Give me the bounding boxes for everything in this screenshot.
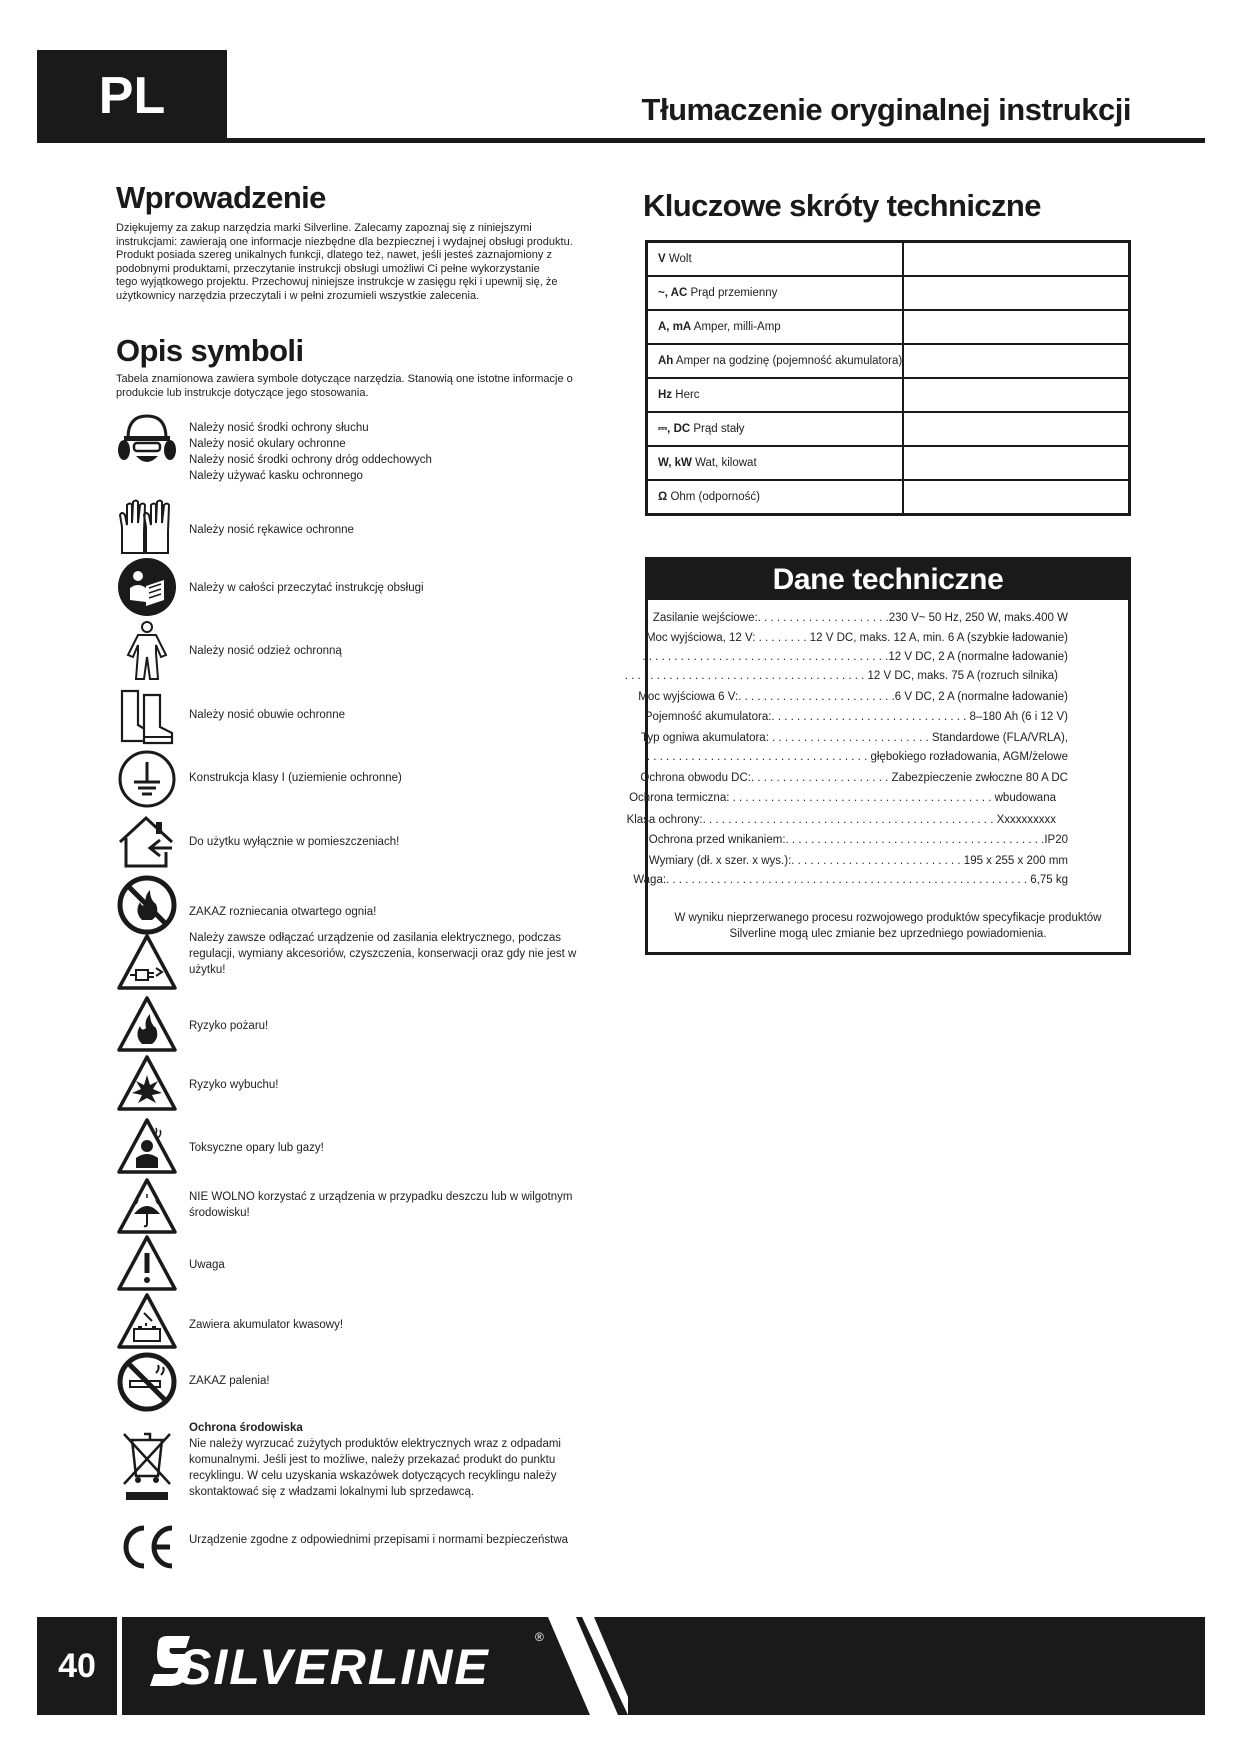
explosion-risk-icon (116, 1053, 178, 1115)
intro-line: użytkownicy narzędzia przeczytali i w pełni zrozumieli wszystkie zalecenia. (116, 289, 480, 302)
spec-line: Zasilanie wejściowe:. . . . . . . . . . . . . . . . . . . . .230 V~ 50 Hz, 250 W, maks.400 W (652, 612, 1068, 624)
symbol-text (189, 930, 576, 978)
table-row (647, 310, 1130, 344)
tech-note (648, 910, 1128, 942)
symbol-line: Należy w całości przeczytać instrukcję obsługi (189, 582, 424, 594)
spec-line: Wymiary (dł. x szer. x wys.):. . . . . . . . . . . . . . . . . . . . . . . . . . . 195 x 255 x 200 mm (648, 855, 1068, 867)
intro-line: instrukcjami: zawierają one informacje niezbędne dla bezpiecznej i wydajnej obsługi produktu. (116, 235, 573, 248)
table-row (647, 242, 1130, 277)
symbol-line: Konstrukcja klasy I (uziemienie ochronne) (189, 772, 402, 784)
spec-line: Moc wyjściowa 6 V:. . . . . . . . . . . . . . . . . . . . . . . . .6 V DC, 2 A (normalne ładowanie) (638, 691, 1068, 703)
tech-note-line: W wyniku nieprzerwanego procesu rozwojowego produktów specyfikacje produktów (674, 912, 1102, 924)
ce-mark-icon (116, 1516, 178, 1578)
tech-note-line: Silverline mogą ulec zmianie bez uprzedniego powiadomienia. (729, 928, 1047, 940)
symbol-line: recyklingu. W celu uzyskania wskazówek dotyczących recyklingu należy (189, 1470, 557, 1482)
symbols-intro-line: Tabela znamionowa zawiera symbole dotyczące narzędzia. Stanowią one istotne informacje o (116, 373, 573, 385)
gloves-icon (116, 497, 178, 559)
symbol-line: ZAKAZ rozniecania otwartego ognia! (189, 906, 377, 918)
spec-line: Ochrona termiczna: . . . . . . . . . . . . . . . . . . . . . . . . . . . . . . . . . . . . . . . . . wbudowana (629, 792, 1056, 804)
symbol-line: ZAKAZ palenia! (189, 1375, 270, 1387)
abbr-cell: Ah Amper na godzinę (pojemność akumulatora) (647, 344, 904, 378)
spec-line: . . . . . . . . . . . . . . . . . . . . . . . . . . . . . . . . . . . . . . .12 V DC, 2 A (normalne ładowanie) (642, 651, 1068, 663)
symbol-line: Należy zawsze odłączać urządzenie od zasilania elektrycznego, podczas (189, 932, 562, 944)
spec-line: Klasa ochrony:. . . . . . . . . . . . . . . . . . . . . . . . . . . . . . . . . . . . . . . . . . . . . . Xxxxxxxxxx (626, 814, 1056, 826)
symbol-line: Urządzenie zgodne z odpowiednimi przepisami i normami bezpieczeństwa (189, 1534, 569, 1546)
abbr-cell: A, mA Amper, milli-Amp (647, 310, 904, 344)
no-rain-icon (116, 1176, 178, 1238)
abbr-cell: Ω Ohm (odporność) (647, 480, 904, 515)
symbol-title: Ochrona środowiska (189, 1422, 303, 1434)
symbol-line: Należy używać kasku ochronnego (189, 470, 363, 482)
language-badge: PL (37, 50, 227, 142)
symbol-text (189, 1420, 561, 1500)
table-row (647, 344, 1130, 378)
spec-line: Ochrona przed wnikaniem:. . . . . . . . . . . . . . . . . . . . . . . . . . . . . . . . . . . . . . . . .IP20 (648, 834, 1068, 846)
abbreviations-table (645, 240, 1131, 516)
fire-risk-icon (116, 994, 178, 1056)
intro-line: Produkt posiada szereg unikalnych funkcji, dlatego też, nawet, jeśli jesteś zaznajomiony z (116, 249, 552, 261)
tech-heading: Dane techniczne (648, 560, 1128, 600)
table-row (647, 276, 1130, 310)
protective-gear-icon (116, 410, 178, 472)
abbr-cell: ~, AC Prąd przemienny (647, 276, 904, 310)
table-row (647, 446, 1130, 480)
caution-icon (116, 1233, 178, 1295)
footer-divider (117, 1617, 122, 1715)
tech-data-box (624, 557, 1131, 955)
no-open-flame-icon (116, 874, 178, 936)
spec-line: Typ ogniwa akumulatora: . . . . . . . . . . . . . . . . . . . . . . . . . Standardowe (FLA/VRLA), (641, 732, 1068, 744)
abbr-cell: V Wolt (647, 242, 904, 277)
intro-line: podobnymi produktami, przeczytanie instrukcji obsługi umożliwi Ci pełne wykorzystanie (116, 262, 540, 275)
symbol-line: środowisku! (189, 1207, 250, 1219)
table-row (647, 378, 1130, 412)
indoor-use-icon (116, 812, 178, 874)
symbol-line: Zawiera akumulator kwasowy! (189, 1319, 344, 1331)
intro-line: Dziękujemy za zakup narzędzia marki Silverline. Zalecamy zapoznaj się z niniejszymi (116, 222, 532, 234)
read-manual-icon (116, 556, 178, 618)
symbol-line: NIE WOLNO korzystać z urządzenia w przypadku deszczu lub w wilgotnym (189, 1191, 573, 1203)
abbr-cell: W, kW Wat, kilowat (647, 446, 904, 480)
footer-swoosh (548, 1617, 628, 1715)
symbol-line: Ryzyko wybuchu! (189, 1079, 279, 1091)
symbol-text (189, 420, 432, 484)
protective-clothing-icon (116, 619, 178, 681)
no-smoking-icon (116, 1351, 178, 1413)
symbol-line: skontaktować się z władzami lokalnymi lub sprzedawcą. (189, 1486, 475, 1498)
symbol-line: Uwaga (189, 1259, 225, 1271)
symbol-line: komunalnymi. Jeśli jest to możliwe, należy przekazać produkt do punktu (189, 1454, 556, 1466)
page-title: Tłumaczenie oryginalnej instrukcji (641, 92, 1131, 127)
symbol-line: Do użytku wyłącznie w pomieszczeniach! (189, 836, 400, 848)
symbol-line: Ryzyko pożaru! (189, 1020, 269, 1032)
symbol-line: Nie należy wyrzucać zużytych produktów elektrycznych wraz z odpadami (189, 1438, 561, 1450)
symbols-intro-line: produkcie lub instrukcje dotyczące jego stosowania. (116, 386, 369, 399)
spec-line: . . . . . . . . . . . . . . . . . . . . . . . . . . . . . . . . . . . głębokiego rozładowania, AGM/żelowe (646, 751, 1068, 763)
spec-line: Waga:. . . . . . . . . . . . . . . . . . . . . . . . . . . . . . . . . . . . . . . . . . . . . . . . . . . . . . . . . 6,75 kg (633, 874, 1068, 886)
toxic-fumes-icon (116, 1116, 178, 1178)
symbol-text (189, 1189, 572, 1221)
abbr-cell: Hz Herc (647, 378, 904, 412)
brand-name: SILVERLINE (178, 1639, 490, 1695)
symbols-heading: Opis symboli (116, 333, 304, 368)
spec-line: Pojemność akumulatora:. . . . . . . . . . . . . . . . . . . . . . . . . . . . . . . 8–180 Ah (6 i 12 V) (644, 711, 1068, 723)
symbol-line: Toksyczne opary lub gazy! (189, 1142, 324, 1154)
abbr-cell: ⎓, DC Prąd stały (647, 412, 904, 446)
intro-heading: Wprowadzenie (116, 180, 326, 215)
protective-boots-icon (116, 685, 178, 747)
spec-line: Ochrona obwodu DC:. . . . . . . . . . . . . . . . . . . . . . Zabezpieczenie zwłoczne 80 A DC (640, 772, 1068, 784)
symbol-line: Należy nosić rękawice ochronne (189, 524, 354, 536)
weee-bin-icon (116, 1426, 178, 1502)
symbol-line: Należy nosić środki ochrony dróg oddechowych (189, 454, 432, 466)
symbol-line: Należy nosić odzież ochronną (189, 645, 342, 657)
header-rule (37, 138, 1205, 143)
table-row (647, 480, 1130, 515)
acid-battery-icon (116, 1291, 178, 1353)
spec-line: . . . . . . . . . . . . . . . . . . . . . . . . . . . . . . . . . . . . . . 12 V DC, maks. 75 A (rozruch silnika) (624, 670, 1058, 682)
table-row (647, 412, 1130, 446)
symbol-line: Należy nosić obuwie ochronne (189, 709, 345, 721)
intro-text (116, 222, 586, 303)
symbols-intro (116, 373, 586, 400)
symbol-line: regulacji, wymiany akcesoriów, czyszczenia, konserwacji oraz gdy nie jest w (189, 948, 577, 960)
spec-line: Moc wyjściowa, 12 V: . . . . . . . . 12 V DC, maks. 12 A, min. 6 A (szybkie ładowanie) (645, 632, 1068, 644)
intro-line: tego wyjątkowego projektu. Przechowuj niniejsze instrukcje w zasięgu ręki i upewnij się, że (116, 276, 558, 288)
registered-mark: ® (535, 1630, 544, 1644)
symbol-line: Należy nosić okulary ochronne (189, 438, 346, 450)
unplug-warning-icon (116, 932, 178, 994)
page-number: 40 (58, 1646, 96, 1685)
abbreviations-heading: Kluczowe skróty techniczne (643, 188, 1041, 223)
symbol-line: użytku! (189, 964, 226, 976)
earth-ground-icon (116, 748, 178, 810)
symbol-line: Należy nosić środki ochrony słuchu (189, 422, 369, 434)
